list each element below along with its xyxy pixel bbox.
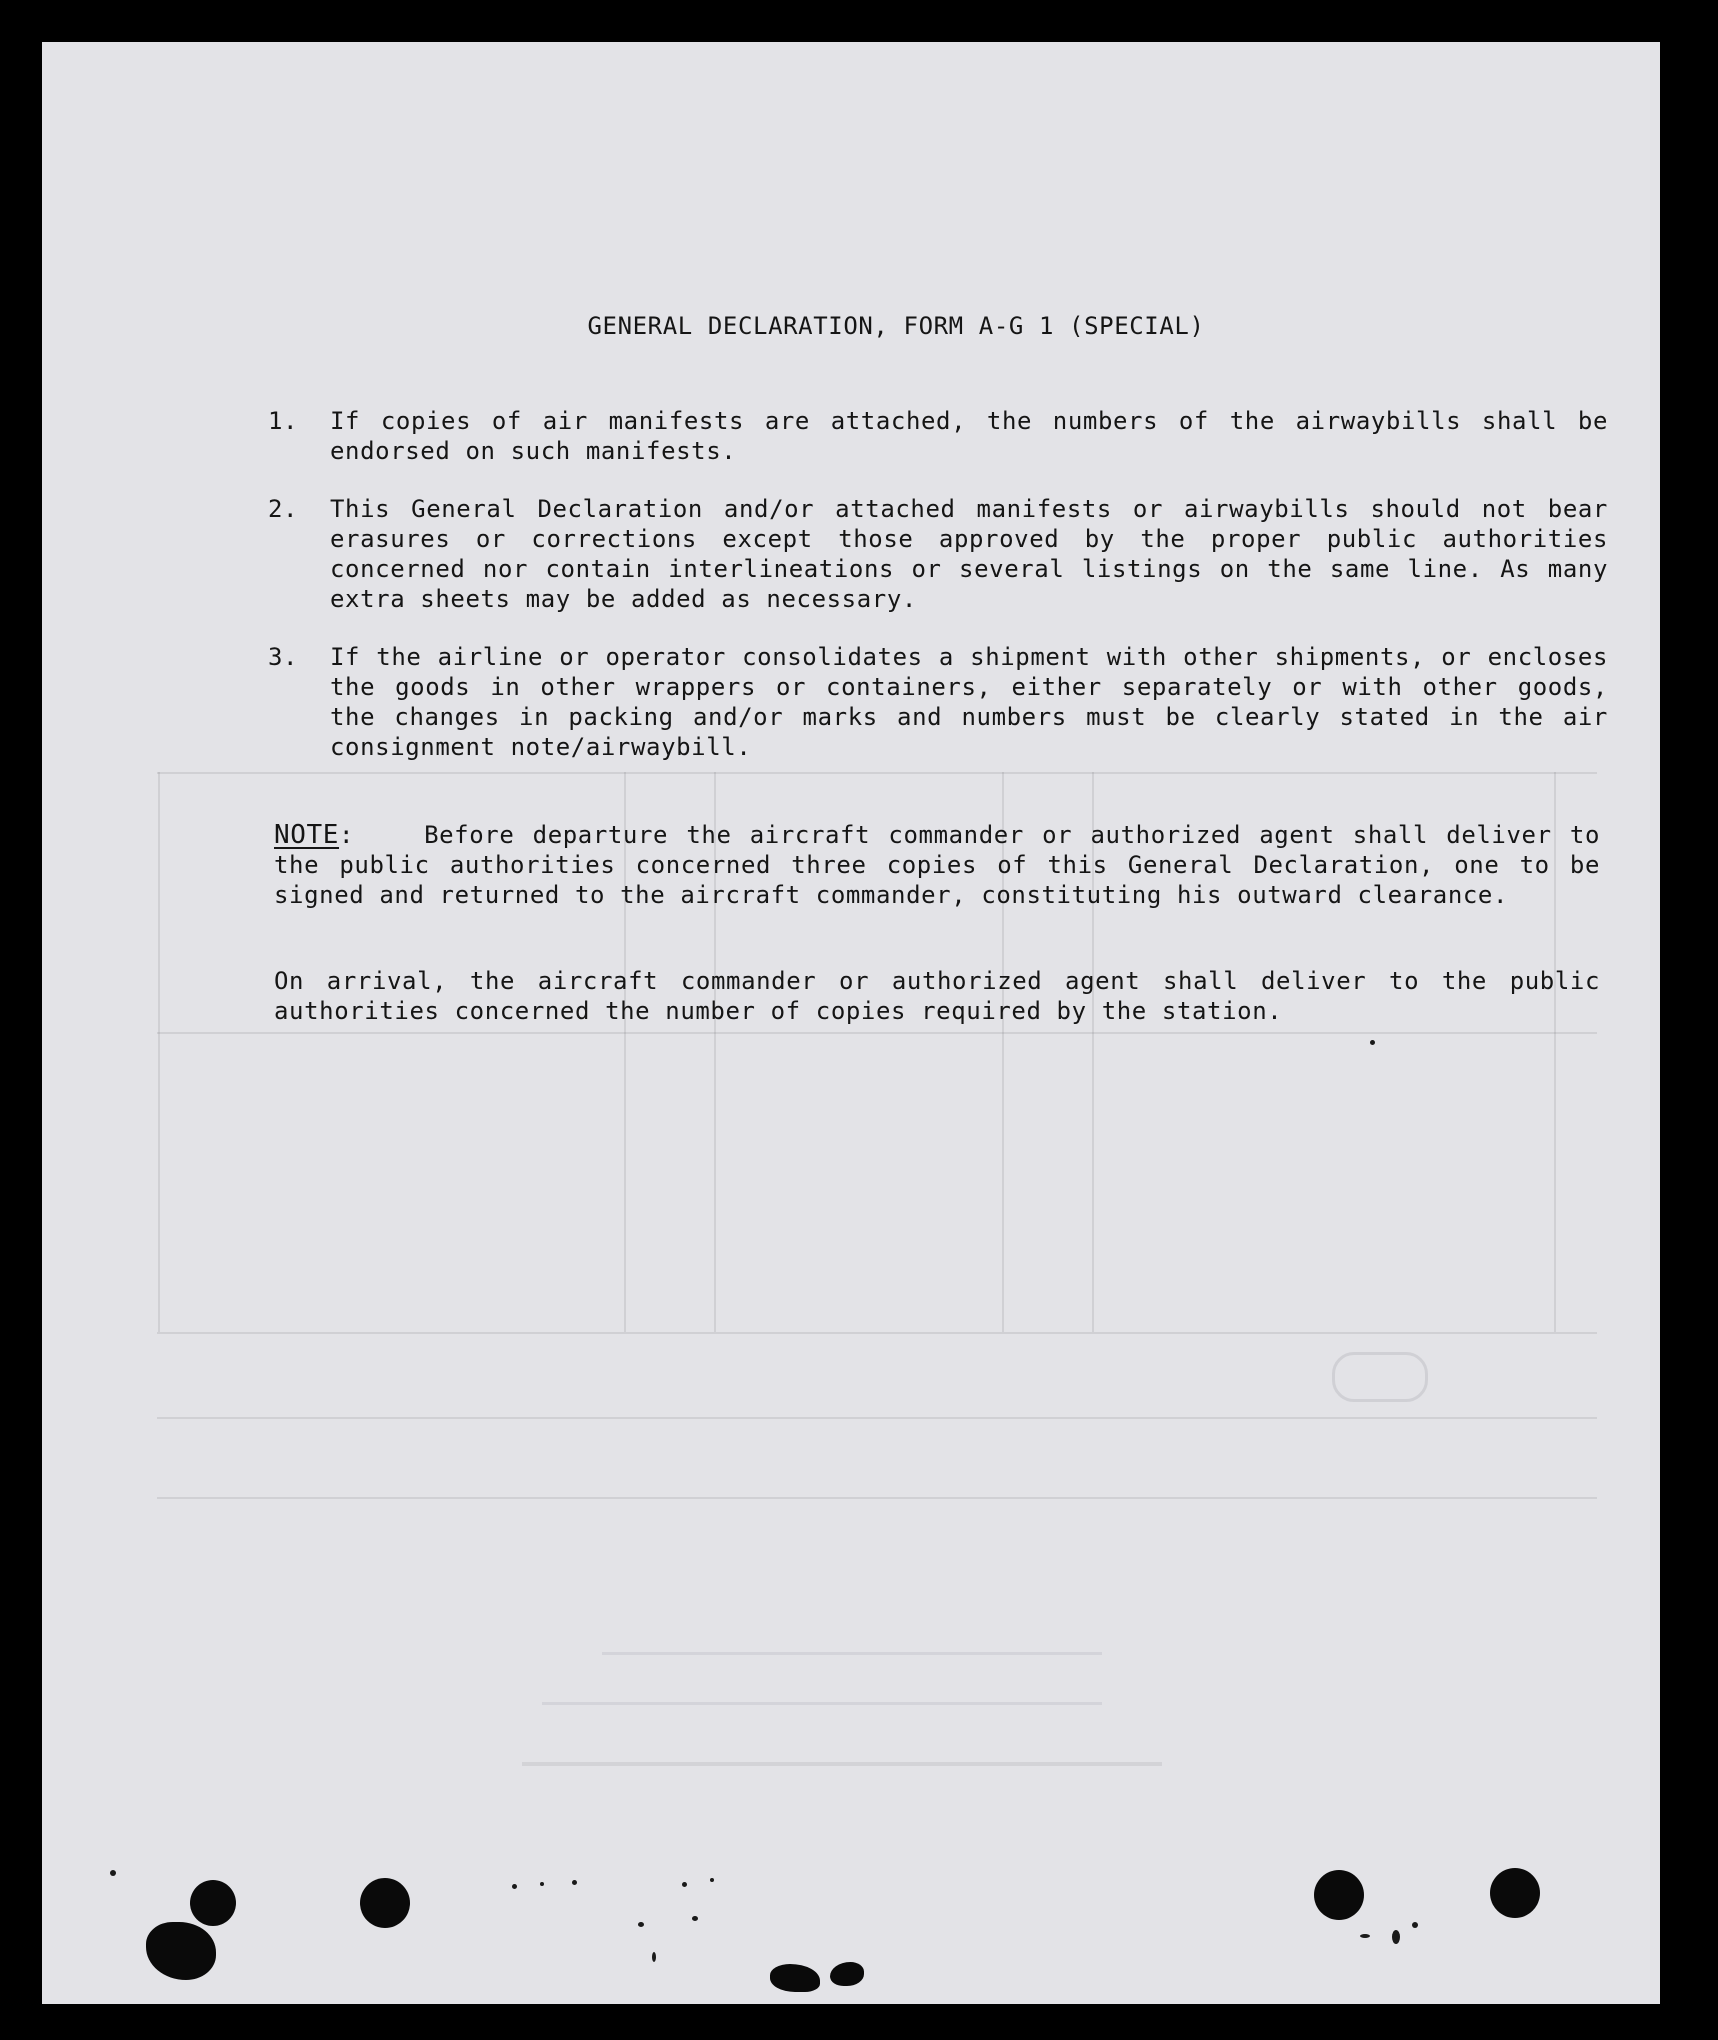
punch-hole <box>360 1878 410 1928</box>
speck <box>682 1882 687 1887</box>
speck <box>110 1870 116 1876</box>
bleed-line <box>157 772 1597 774</box>
speck <box>1370 1040 1375 1045</box>
ink-blot <box>146 1922 216 1980</box>
ink-blot <box>830 1962 864 1986</box>
item-number: 1. <box>268 407 299 435</box>
speck <box>638 1922 644 1927</box>
item-text: If copies of air manifests are attached, the numbers of the airwaybills shall be endorsed on such manifests. <box>330 407 1608 465</box>
bleed-shape <box>542 1702 1102 1735</box>
page-title: GENERAL DECLARATION, FORM A-G 1 (SPECIAL) <box>587 312 1205 340</box>
bleed-line <box>158 772 160 1332</box>
note-separator: : <box>339 821 355 849</box>
bleed-shape <box>522 1762 1162 1806</box>
note-label: NOTE <box>274 820 340 850</box>
list-item <box>268 494 1608 614</box>
list-item <box>268 406 1608 466</box>
bleed-line <box>157 1497 1597 1499</box>
arrival-paragraph: On arrival, the aircraft commander or authorized agent shall deliver to the public authorities concerned the number of copies required by the station. <box>274 967 1600 1025</box>
speck <box>1412 1922 1418 1928</box>
list-item <box>268 642 1608 762</box>
punch-hole <box>1314 1870 1364 1920</box>
punch-hole <box>1490 1868 1540 1918</box>
note-paragraph <box>274 820 1600 910</box>
speck <box>572 1880 577 1885</box>
document-page <box>42 42 1660 2004</box>
speck <box>1360 1934 1370 1938</box>
speck <box>692 1916 698 1921</box>
item-text: If the airline or operator consolidates a shipment with other shipments, or encloses the goods in other wrappers or containers, either separately or with other goods, the changes in packing and/or marks and numbers must be clearly stated in the air consignment note/airwaybill. <box>330 643 1608 761</box>
bleed-shape <box>602 1652 1102 1675</box>
bleed-line <box>157 1032 1597 1034</box>
speck <box>652 1952 656 1962</box>
speck <box>710 1878 714 1882</box>
ink-blot <box>770 1964 820 1992</box>
bleed-line <box>157 1332 1597 1334</box>
speck <box>512 1884 517 1889</box>
punch-hole <box>190 1880 236 1926</box>
speck <box>1392 1930 1400 1944</box>
item-number: 2. <box>268 495 299 523</box>
item-text: This General Declaration and/or attached manifests or airwaybills should not bear erasures or corrections except those approved by the proper public authorities concerned nor contain interlineations or several listings on the same line. As many extra sheets may be added as necessary. <box>330 495 1608 613</box>
item-number: 3. <box>268 643 299 671</box>
bleed-line <box>157 1417 1597 1419</box>
bleed-shape <box>1332 1352 1428 1402</box>
note-text: Before departure the aircraft commander or authorized agent shall deliver to the public authorities concerned three copies of this General Declaration, one to be signed and returned to the aircraft commander, constituting his outward clearance. <box>274 821 1600 909</box>
speck <box>540 1882 544 1886</box>
